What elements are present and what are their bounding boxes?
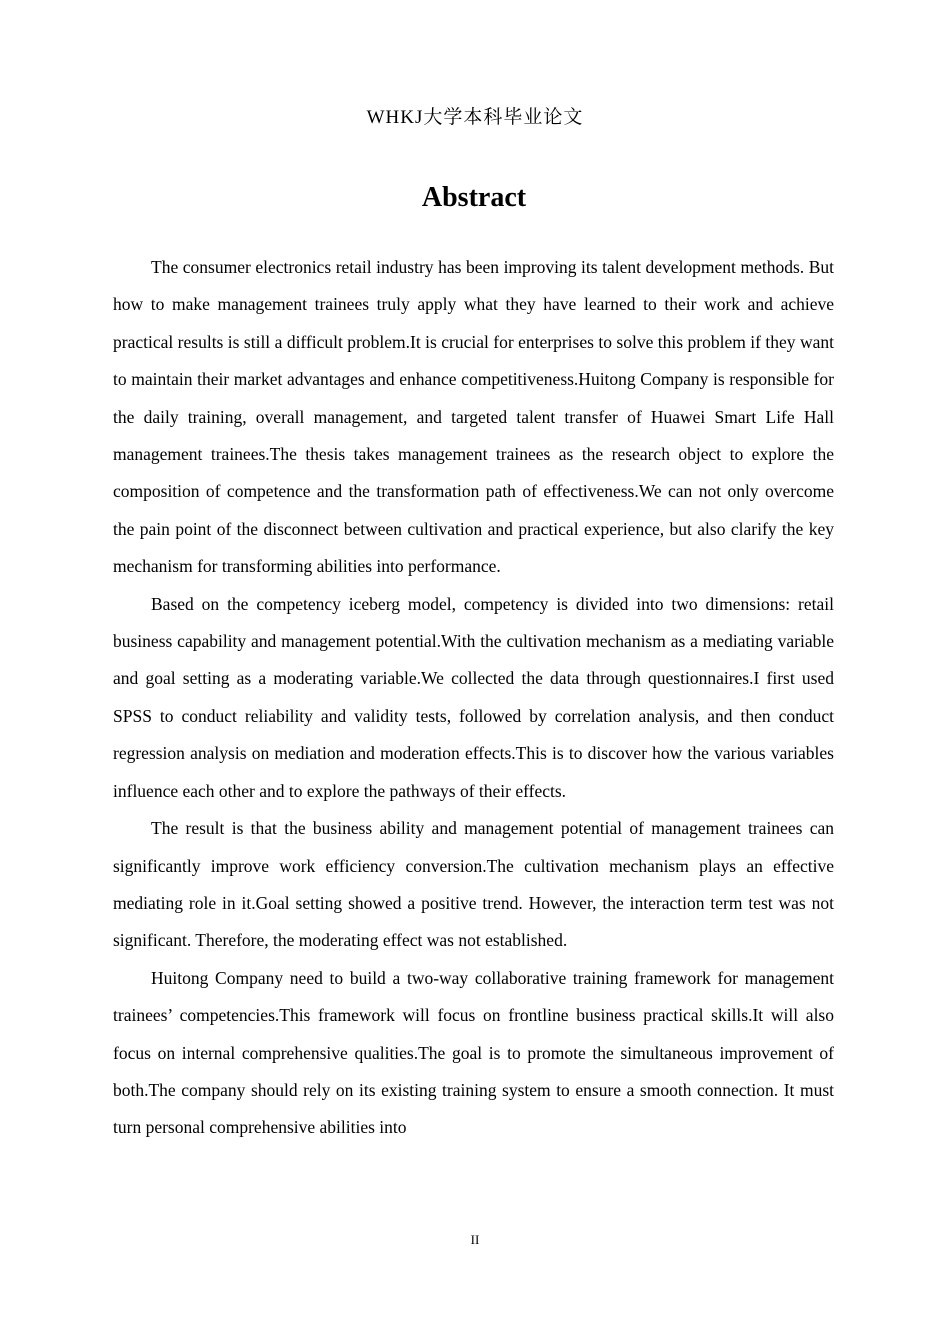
abstract-paragraph-3: The result is that the business ability and management potential of management trainees can significantly improve work efficiency conversion.The cultivation mechanism plays an effective mediating role in it.Goal setting showed a positive trend. However, the interaction term test was not significant. Therefore, the moderating effect was not established. <box>113 818 834 951</box>
abstract-body <box>113 249 834 1147</box>
page-number: II <box>470 1232 480 1247</box>
abstract-title: Abstract <box>421 182 527 213</box>
abstract-paragraph-1: The consumer electronics retail industry has been improving its talent development methods. But how to make management trainees truly apply what they have learned to their work and achieve practical results is still a difficult problem.It is crucial for enterprises to solve this problem if they want to maintain their market advantages and enhance competitiveness.Huitong Company is responsible for the daily training, overall management, and targeted talent transfer of Huawei Smart Life Hall management trainees.The thesis takes management trainees as the research object to explore the composition of competence and the transformation path of effectiveness.We can not only overcome the pain point of the disconnect between cultivation and practical experience, but also clarify the key mechanism for transforming abilities into performance. <box>113 257 834 577</box>
running-header: WHKJ大学本科毕业论文 <box>366 107 584 128</box>
abstract-paragraph-2: Based on the competency iceberg model, competency is divided into two dimensions: retail business capability and management potential.With the cultivation mechanism as a mediating variable and goal setting as a moderating variable.We collected the data through questionnaires.I first used SPSS to conduct reliability and validity tests, followed by correlation analysis, and then conduct regression analysis on mediation and moderation effects.This is to discover how the various variables influence each other and to explore the pathways of their effects. <box>113 593 834 801</box>
abstract-paragraph-4: Huitong Company need to build a two-way collaborative training framework for management trainees’ competencies.This framework will focus on frontline business practical skills.It will also focus on internal comprehensive qualities.The goal is to promote the simultaneous improvement of both.The company should rely on its existing training system to ensure a smooth connection. It must turn personal comprehensive abilities into <box>113 967 834 1138</box>
